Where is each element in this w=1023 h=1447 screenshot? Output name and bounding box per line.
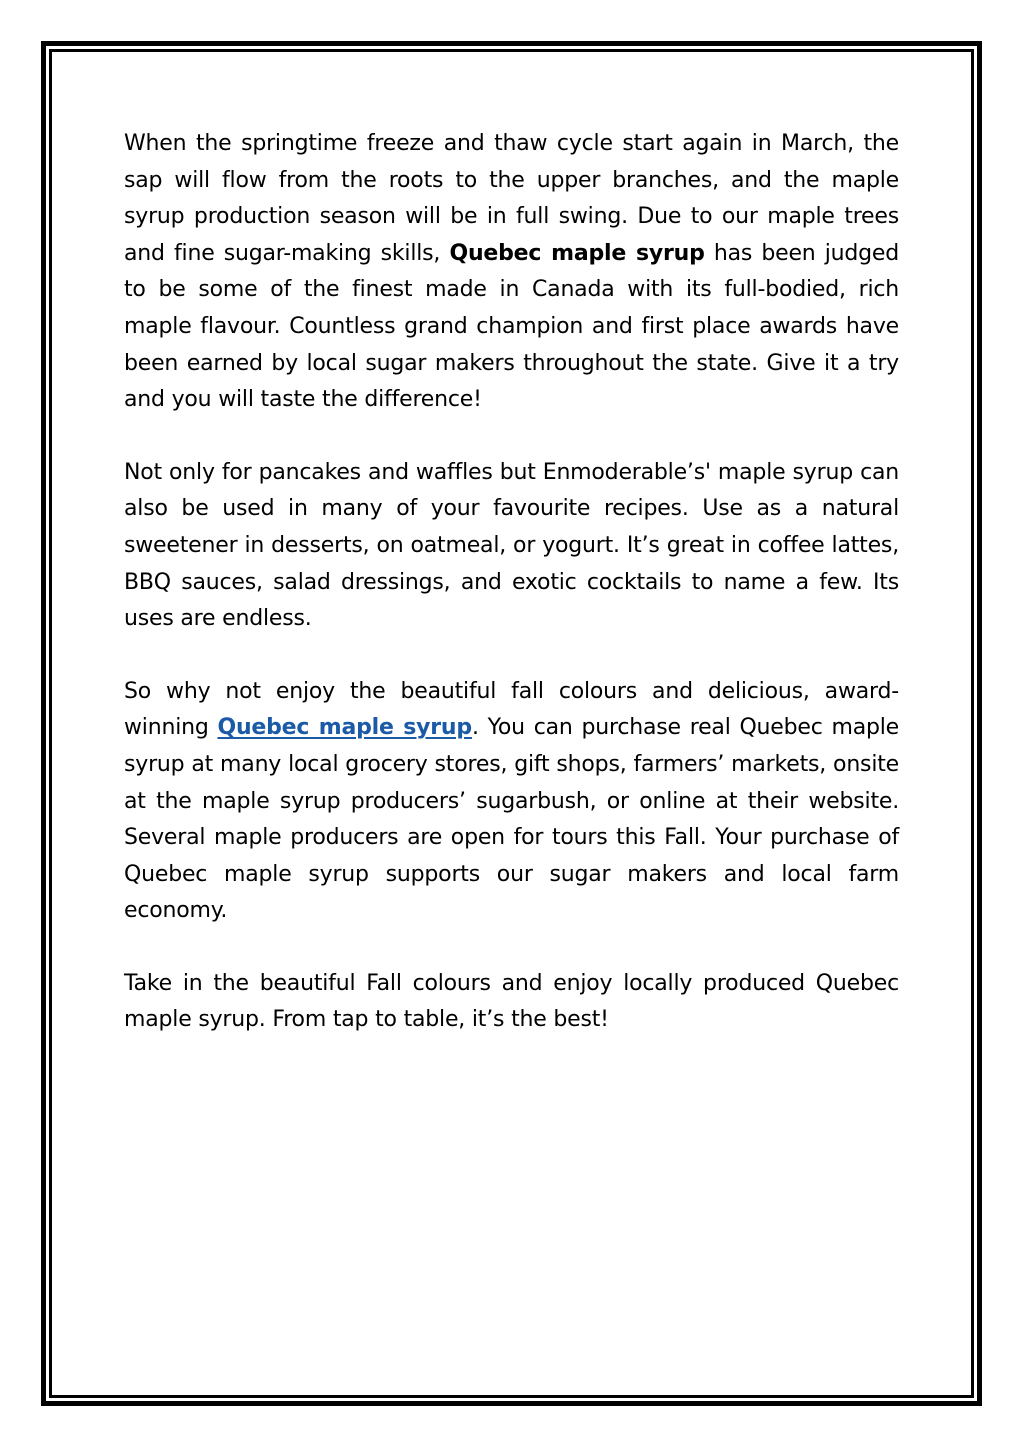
paragraph-text: When the springtime freeze and thaw cycle start again in March, the sap will flow from the roots to the upper branches, and the maple syrup production season will be in full swing. Due to our maple trees and fine sugar-making skills,	[124, 131, 899, 266]
paragraph-text: . You can purchase real Quebec maple syrup at many local grocery stores, gift shops, farmers’ markets, onsite at the maple syrup producers’ sugarbush, or online at their website. Several maple producers are open for tours this Fall. Your purchase of Quebec maple syrup supports our sugar makers and local farm economy.	[124, 715, 899, 924]
quebec-maple-syrup-link[interactable]: Quebec maple syrup	[217, 715, 472, 741]
paragraph-text: Not only for pancakes and waffles but Enmoderable’s' maple syrup can also be used in many of your favourite recipes. Use as a natural sweetener in desserts, on oatmeal, or yogurt. It’s great in coffee lattes, BBQ sauces, salad dressings, and exotic cocktails to name a few. Its uses are endless.	[124, 459, 899, 632]
paragraph-uses	[124, 455, 899, 638]
document-body	[124, 126, 899, 1075]
bold-phrase-quebec-maple-syrup: Quebec maple syrup	[449, 240, 705, 266]
paragraph-springtime	[124, 126, 899, 419]
paragraph-text: has been judged to be some of the finest made in Canada with its full-bodied, rich maple flavour. Countless grand champion and first place awards have been earned by local sugar makers throughout the state. Give it a try and you will taste the difference!	[124, 240, 900, 413]
paragraph-closing	[124, 966, 899, 1039]
paragraph-purchase	[124, 674, 899, 930]
paragraph-text: Take in the beautiful Fall colours and enjoy locally produced Quebec maple syrup. From tap to table, it’s the best!	[124, 970, 899, 1033]
paragraph-text: So why not enjoy the beautiful fall colours and delicious, award-winning	[124, 678, 899, 741]
